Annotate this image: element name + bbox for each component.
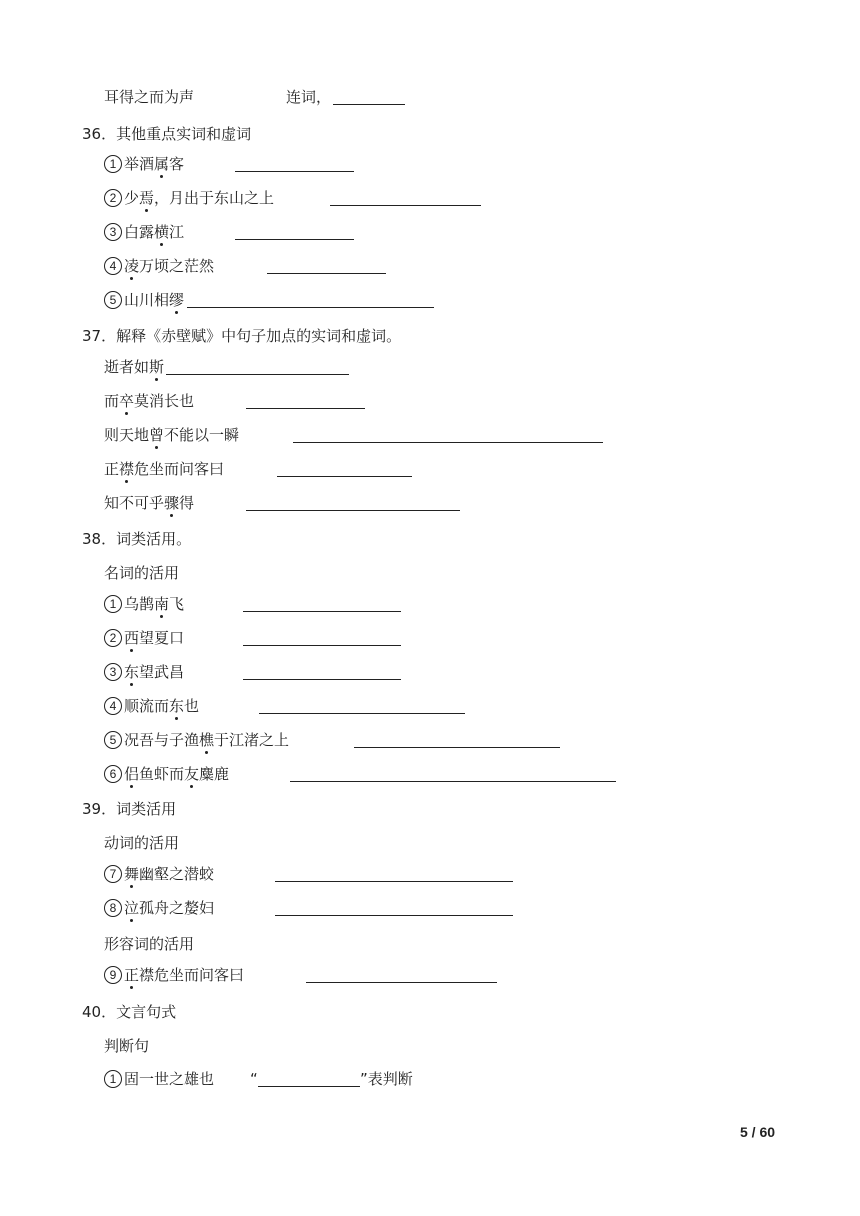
dotted-char: 骤 (164, 494, 180, 512)
q36-item-4 (104, 256, 214, 276)
dotted-char: 卒 (119, 392, 135, 410)
dotted-char: 曾 (149, 426, 165, 444)
item-number: 5 (104, 731, 122, 749)
item-text-post: 于江渚之上 (214, 731, 290, 749)
dotted-char: 属 (154, 155, 170, 173)
q37-item-1 (104, 357, 164, 377)
item-number: 1 (104, 155, 122, 173)
q38-item-4 (104, 696, 199, 716)
item-number: 1 (104, 1070, 122, 1088)
item-text-post: 不能以一瞬 (164, 426, 240, 444)
item-text-post: 江 (169, 223, 185, 241)
item-text-pre: 逝者如 (104, 358, 150, 376)
item-number: 7 (104, 865, 122, 883)
answer-blank[interactable] (277, 476, 412, 477)
dotted-char: 友 (184, 765, 200, 783)
item-text-pre: 举酒 (124, 155, 155, 173)
dotted-char: 樵 (199, 731, 215, 749)
dotted-char: 凌 (124, 257, 140, 275)
item-text-pre: 况吾与子渔 (124, 731, 200, 749)
item-text-post: 望夏口 (139, 629, 185, 647)
item-text-pre: 顺流而 (124, 697, 170, 715)
answer-blank[interactable] (235, 239, 354, 240)
item-text-pre: 乌鹊 (124, 595, 155, 613)
top-phrase (104, 87, 194, 107)
item-text-post: 幽壑之潜蛟 (139, 865, 215, 883)
q38-item-6 (104, 764, 229, 784)
answer-blank[interactable] (246, 510, 460, 511)
open-quote: “ (250, 1070, 258, 1088)
item-text-post: 鱼虾而 (139, 765, 185, 783)
dotted-char: 焉 (139, 189, 155, 207)
dotted-char: 正 (124, 966, 140, 984)
q36-item-1 (104, 154, 184, 174)
q37-item-2 (104, 391, 194, 411)
item-text-post: ，月出于东山之上 (154, 189, 275, 207)
item-number: 6 (104, 765, 122, 783)
dotted-char: 斯 (149, 358, 165, 376)
dotted-char: 缪 (169, 291, 185, 309)
dotted-char: 舞 (124, 865, 140, 883)
dotted-char: 东 (124, 663, 140, 681)
q36-item-3 (104, 222, 184, 242)
item-text-post: 莫消长也 (134, 392, 195, 410)
item-number: 4 (104, 697, 122, 715)
item-number: 3 (104, 663, 122, 681)
answer-blank[interactable] (275, 881, 513, 882)
q39-item-8 (104, 898, 214, 918)
item-text-post: 客 (169, 155, 185, 173)
q40-subheading: 判断句 (104, 1037, 150, 1055)
item-text-post: 飞 (169, 595, 185, 613)
quote-tail: ”表判断 (360, 1070, 413, 1088)
item-text-post: 襟危坐而问客曰 (139, 966, 245, 984)
item-number: 1 (104, 595, 122, 613)
answer-blank[interactable] (235, 171, 354, 172)
item-number: 3 (104, 223, 122, 241)
item-text-pre: 白露 (124, 223, 155, 241)
answer-blank[interactable] (330, 205, 481, 206)
item-number: 8 (104, 899, 122, 917)
dotted-char: 南 (154, 595, 170, 613)
answer-blank[interactable] (243, 679, 401, 680)
answer-blank[interactable] (246, 408, 365, 409)
question-36-title: 36．其他重点实词和虚词 (82, 125, 252, 143)
item-text: 固一世之雄也 (124, 1070, 215, 1088)
item-number: 4 (104, 257, 122, 275)
answer-blank[interactable] (306, 982, 497, 983)
dotted-char: 侣 (124, 765, 140, 783)
answer-blank[interactable] (258, 1086, 360, 1087)
item-text-post: 得 (179, 494, 195, 512)
item-text-post: 孤舟之嫠妇 (139, 899, 215, 917)
page-number: 5 / 60 (740, 1124, 776, 1140)
q36-item-5 (104, 290, 184, 310)
answer-blank[interactable] (243, 645, 401, 646)
q39-item-7 (104, 864, 214, 884)
item-text-pre: 少 (124, 189, 140, 207)
dotted-char: 襟 (119, 460, 135, 478)
q38-item-5 (104, 730, 289, 750)
q39-item-9 (104, 965, 244, 985)
item-text-post: 万顷之茫然 (139, 257, 215, 275)
q38-subheading: 名词的活用 (104, 564, 180, 582)
item-number: 5 (104, 291, 122, 309)
q39-subheading-adjective: 形容词的活用 (104, 935, 195, 953)
item-number: 9 (104, 966, 122, 984)
answer-blank[interactable] (267, 273, 386, 274)
answer-blank[interactable] (166, 374, 349, 375)
dotted-char: 西 (124, 629, 140, 647)
q38-item-3 (104, 662, 184, 682)
dotted-char: 泣 (124, 899, 140, 917)
item-text-post: 望武昌 (139, 663, 185, 681)
item-text-post: 也 (184, 697, 200, 715)
top-note (286, 87, 331, 107)
answer-blank[interactable] (290, 781, 616, 782)
question-37-title: 37．解释《赤壁赋》中句子加点的实词和虚词。 (82, 327, 402, 345)
question-38-title: 38．词类活用。 (82, 530, 192, 548)
item-text-pre: 知不可乎 (104, 494, 165, 512)
q40-item-1 (104, 1069, 214, 1089)
question-40-title: 40．文言句式 (82, 1003, 177, 1021)
dotted-char: 东 (169, 697, 185, 715)
q38-item-2 (104, 628, 184, 648)
q36-item-2 (104, 188, 274, 208)
answer-blank[interactable] (243, 611, 401, 612)
item-text-pre: 山川相 (124, 291, 170, 309)
item-text-post: 危坐而问客曰 (134, 460, 225, 478)
question-39-title: 39．词类活用 (82, 800, 177, 818)
answer-blank[interactable] (187, 307, 434, 308)
answer-blank[interactable] (333, 104, 405, 105)
dotted-char: 横 (154, 223, 170, 241)
item-text-pre: 而 (104, 392, 120, 410)
q38-item-1 (104, 594, 184, 614)
top-note-text: 连词， (286, 88, 332, 106)
item-text-pre: 正 (104, 460, 120, 478)
q37-item-5 (104, 493, 194, 513)
q37-item-4 (104, 459, 224, 479)
item-number: 2 (104, 189, 122, 207)
answer-blank[interactable] (275, 915, 513, 916)
item-text-post: 麋鹿 (199, 765, 230, 783)
answer-blank[interactable] (259, 713, 465, 714)
top-phrase-text: 耳得之而为声 (104, 88, 195, 106)
answer-blank[interactable] (293, 442, 603, 443)
answer-blank[interactable] (354, 747, 560, 748)
item-text-pre: 则天地 (104, 426, 150, 444)
q37-item-3 (104, 425, 239, 445)
item-number: 2 (104, 629, 122, 647)
q39-subheading-verb: 动词的活用 (104, 834, 180, 852)
